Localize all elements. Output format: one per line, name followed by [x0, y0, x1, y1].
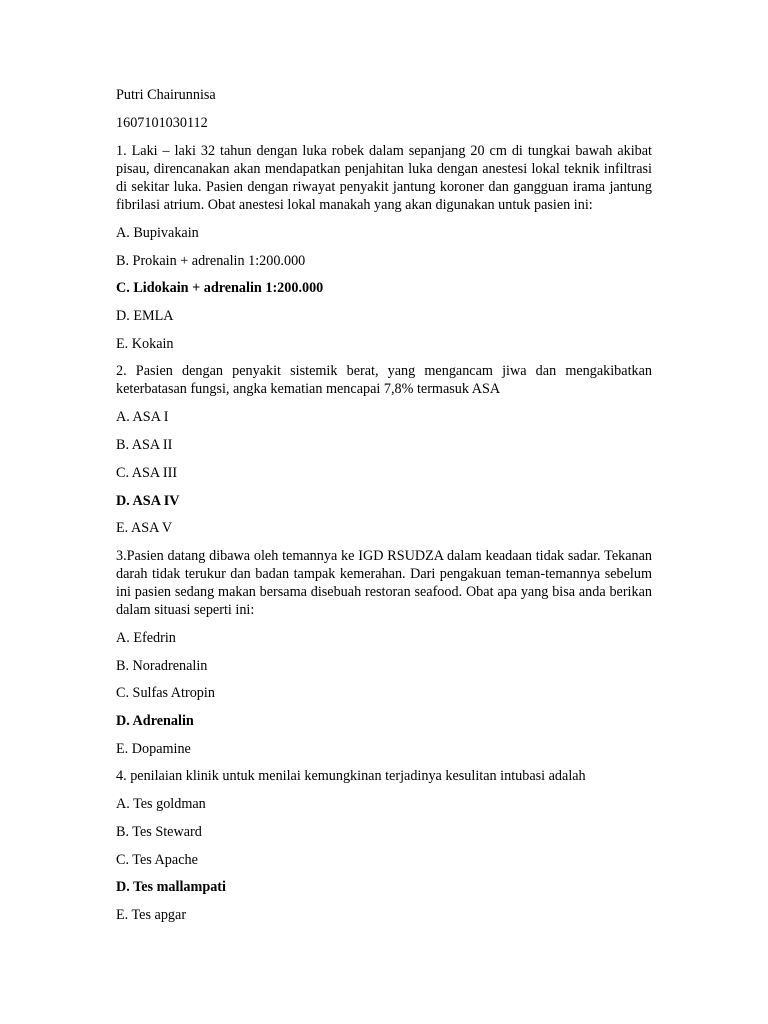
question-text: 4. penilaian klinik untuk menilai kemungkinan terjadinya kesulitan intubasi adalah — [116, 768, 586, 785]
option-e: E. Dopamine — [116, 740, 191, 757]
question-1 — [116, 142, 652, 353]
option-b: B. ASA II — [116, 437, 173, 454]
option-a: A. Efedrin — [116, 629, 176, 646]
correct-answer: D. Adrenalin — [116, 712, 194, 729]
correct-answer: D. Tes mallampati — [116, 879, 226, 896]
option-c: C. Tes Apache — [116, 851, 198, 868]
question-text: 2. Pasien dengan penyakit sistemik berat, yang mengancam jiwa dan mengakibatkan keterbatasan fungsi, angka kematian mencapai 7,8% termasuk ASA — [116, 363, 652, 398]
correct-answer: C. Lidokain + adrenalin 1:200.000 — [116, 280, 324, 297]
option-d: D. EMLA — [116, 308, 174, 325]
option-b: B. Prokain + adrenalin 1:200.000 — [116, 252, 306, 269]
question-4 — [116, 767, 652, 924]
option-a: A. Tes goldman — [116, 796, 206, 813]
question-text: 3.Pasien datang dibawa oleh temannya ke IGD RSUDZA dalam keadaan tidak sadar. Tekanan darah tidak terukur dan badan tampak kemerahan. Dari pengakuan teman-temannya sebelum ini pasien sedang makan bersama disebuah restoran seafood. Obat apa yang bisa anda berikan dalam situasi seperti ini: — [116, 547, 652, 618]
option-a: A. Bupivakain — [116, 225, 199, 241]
option-c: C. ASA III — [116, 464, 178, 481]
question-2 — [116, 362, 652, 537]
option-e: E. Tes apgar — [116, 907, 187, 924]
option-c: C. Sulfas Atropin — [116, 685, 215, 702]
student-id: 1607101030112 — [116, 115, 208, 131]
option-b: B. Noradrenalin — [116, 657, 208, 674]
option-b: B. Tes Steward — [116, 824, 202, 840]
option-e: E. ASA V — [116, 520, 173, 537]
question-3 — [116, 547, 652, 758]
option-e: E. Kokain — [116, 335, 174, 352]
option-a: A. ASA I — [116, 409, 169, 426]
author-name: Putri Chairunnisa — [116, 87, 216, 103]
question-text: 1. Laki – laki 32 tahun dengan luka robek dalam sepanjang 20 cm di tungkai bawah akibat pisau, direncanakan akan mendapatkan penjahitan luka dengan anestesi lokal teknik infiltrasi di sekitar luka. Pasien dengan riwayat penyakit jantung koroner dan gangguan irama jantung fibrilasi atrium. Obat anestesi lokal manakah yang akan digunakan untuk pasien ini: — [116, 143, 652, 213]
correct-answer: D. ASA IV — [116, 492, 180, 509]
document-page — [116, 86, 652, 934]
